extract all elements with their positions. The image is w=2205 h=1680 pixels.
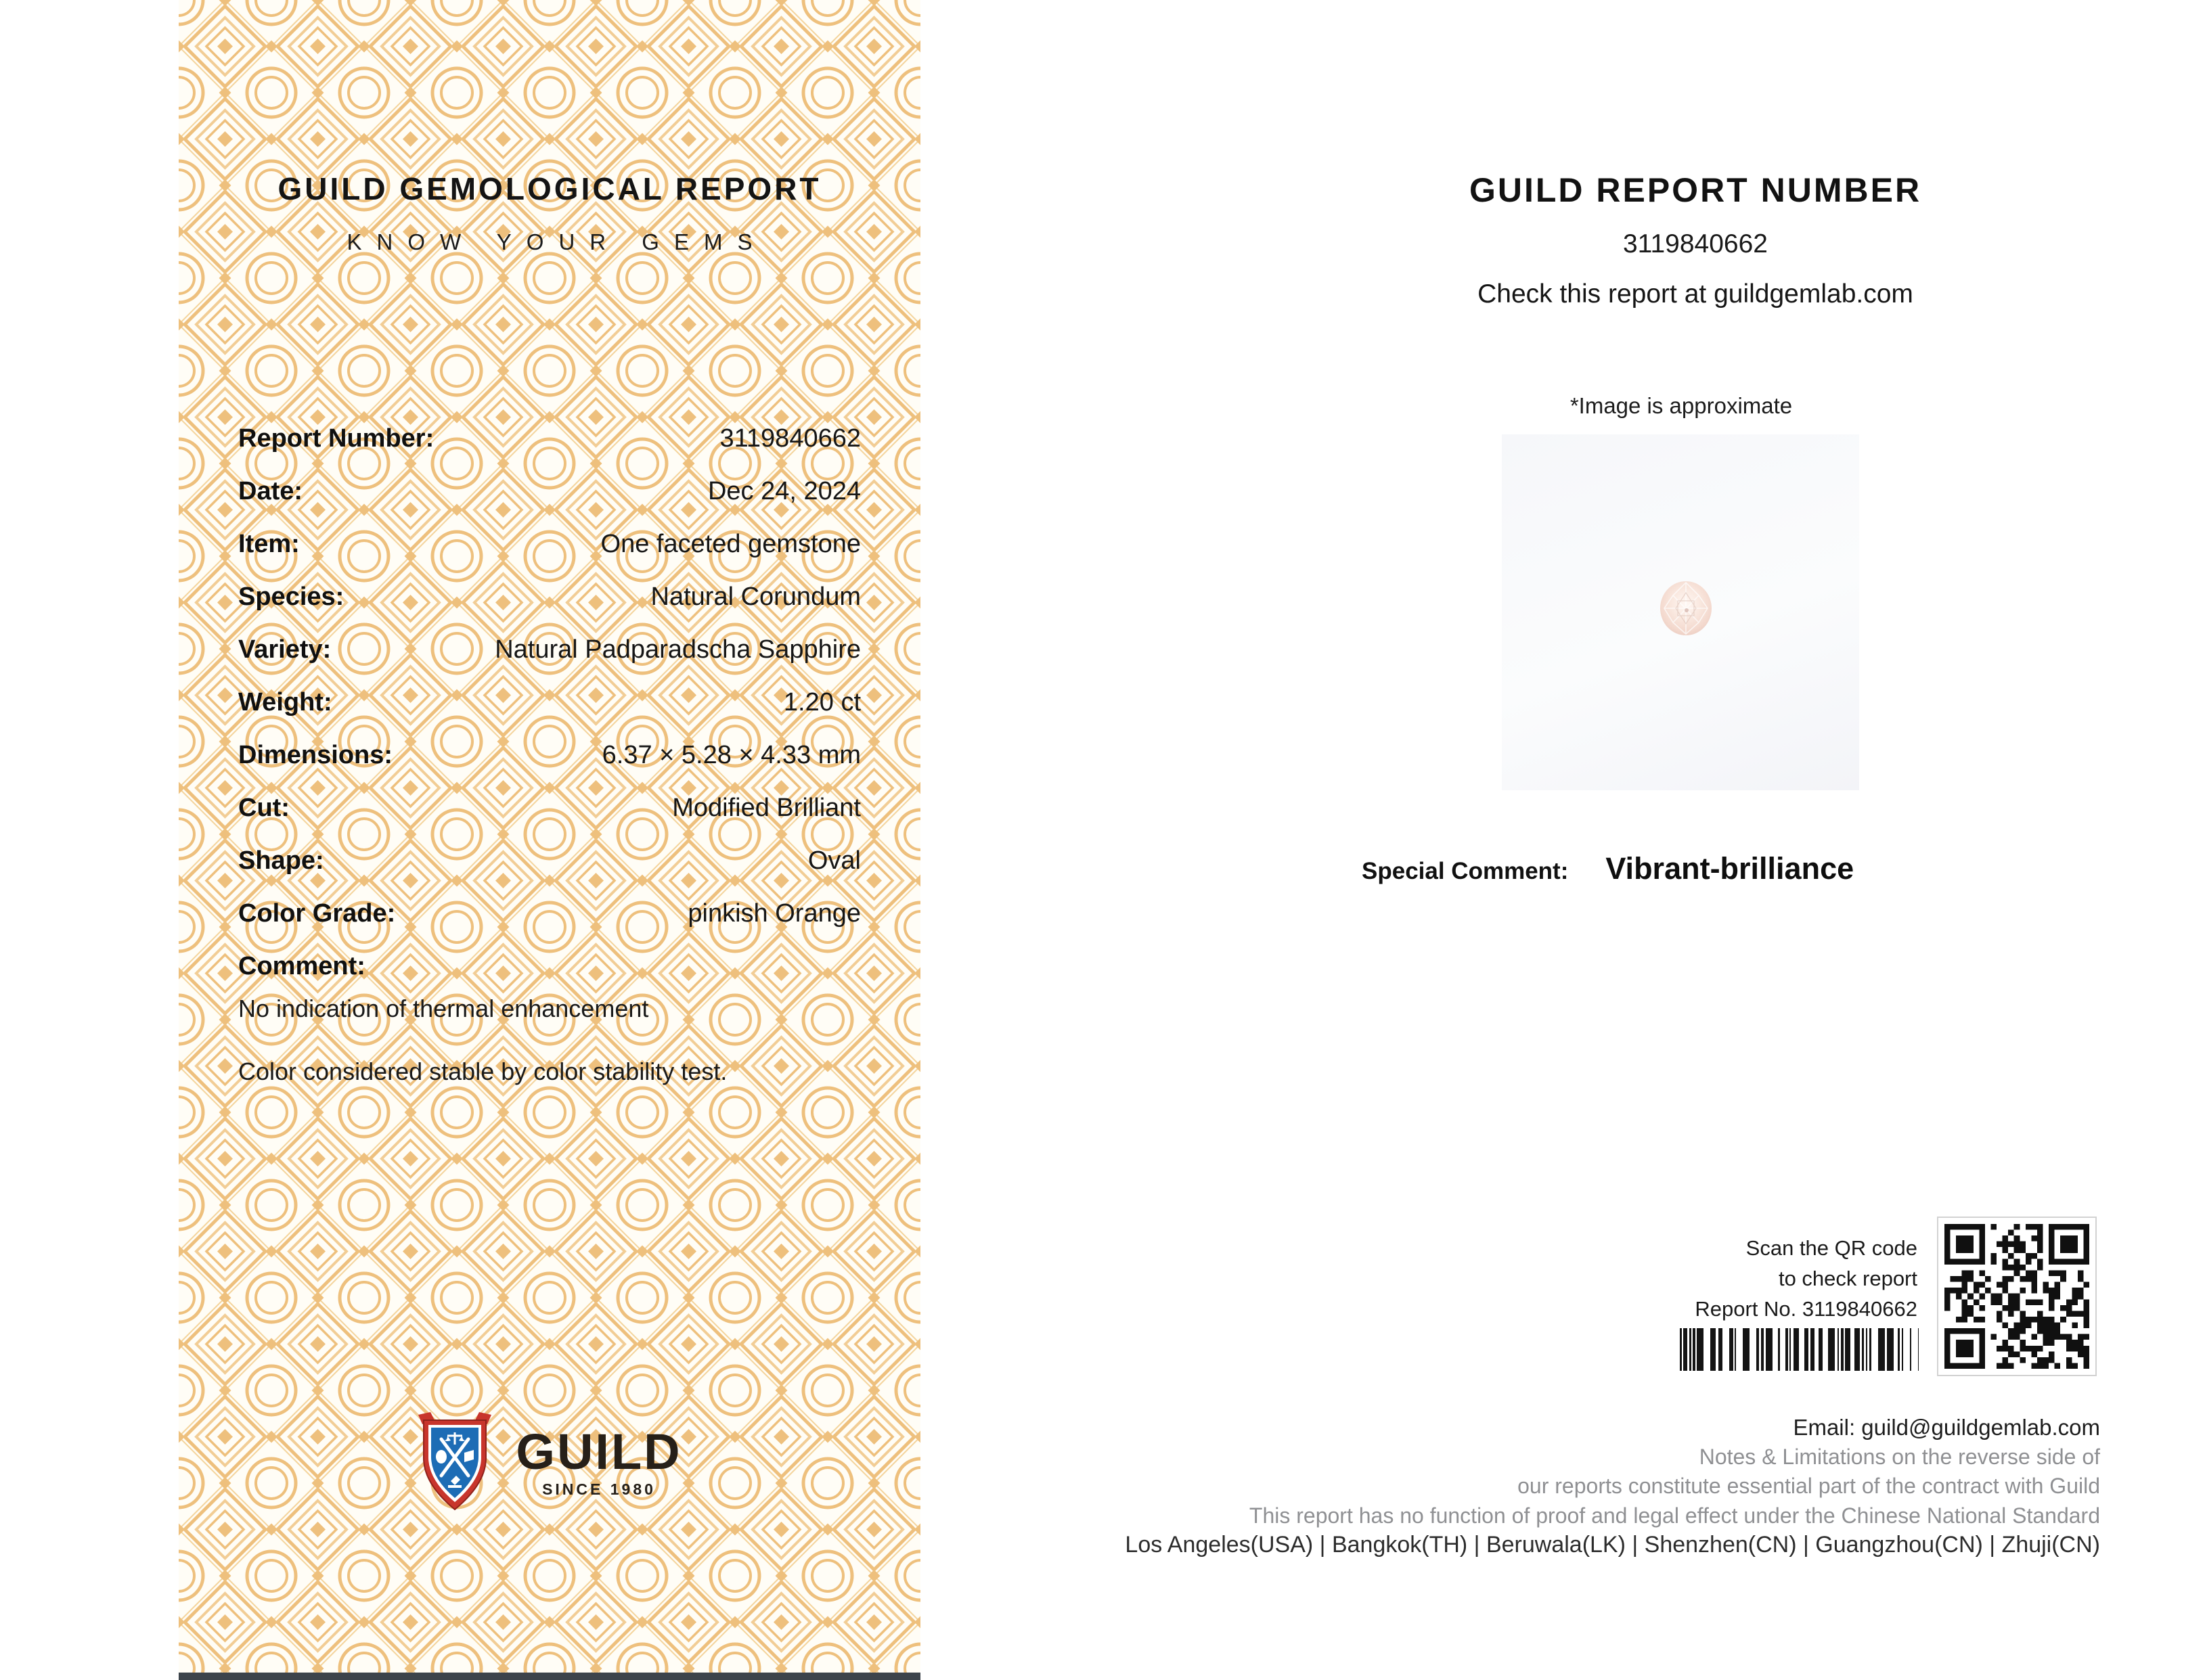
comment-line-1: No indication of thermal enhancement [238, 995, 649, 1022]
footer-block [1125, 1413, 2100, 1560]
field-value: 1.20 ct [783, 687, 861, 717]
report-number-heading: GUILD REPORT NUMBER [1469, 171, 1922, 209]
field-row-shape [238, 844, 861, 877]
field-value: Natural Padparadscha Sapphire [495, 635, 861, 664]
footer-email: Email: guild@guildgemlab.com [1793, 1415, 2100, 1440]
field-label: Shape: [238, 846, 324, 875]
field-label: Date: [238, 476, 303, 505]
comment-line-2: Color considered stable by color stability test. [238, 1058, 728, 1085]
field-row-species [238, 581, 861, 613]
certificate-subtitle: KNOW YOUR GEMS [347, 229, 767, 254]
field-label: Comment: [238, 951, 365, 980]
field-label: Report Number: [238, 424, 435, 453]
qr-caption-line-2: to check report [1778, 1267, 1917, 1290]
special-comment-label: Special Comment: [1362, 858, 1569, 884]
field-row-comment [238, 950, 861, 982]
special-comment-value: Vibrant-brilliance [1605, 851, 1854, 886]
field-row-dimensions [238, 739, 861, 771]
field-row-report-number [238, 422, 861, 455]
field-row-item [238, 528, 861, 560]
field-label: Dimensions: [238, 740, 393, 769]
field-row-variety [238, 633, 861, 666]
field-value: pinkish Orange [688, 899, 861, 928]
guild-logo-text [516, 1423, 682, 1499]
field-row-cut [238, 792, 861, 824]
field-label: Color Grade: [238, 899, 396, 928]
field-value: Modified Brilliant [672, 793, 861, 822]
guild-tagline: SINCE 1980 [542, 1480, 656, 1498]
gem-photo-box [1502, 434, 1859, 790]
field-row-date [238, 475, 861, 507]
footer-locations: Los Angeles(USA) | Bangkok(TH) | Beruwala(LK) | Shenzhen(CN) | Guangzhou(CN) | Zhuji(CN) [1125, 1532, 2100, 1558]
guild-shield-icon [417, 1411, 493, 1514]
guild-logo [179, 1411, 920, 1514]
certificate-content [179, 0, 920, 1680]
qr-caption [1695, 1233, 1917, 1324]
footer-note-3: This report has no function of proof and legal effect under the Chinese National Standard [1249, 1503, 2100, 1528]
qr-caption-line-1: Scan the QR code [1745, 1236, 1917, 1260]
barcode [1680, 1328, 1919, 1371]
field-label: Cut: [238, 793, 290, 822]
special-comment-row [1362, 851, 1854, 886]
footer-note-1: Notes & Limitations on the reverse side of [1699, 1444, 2100, 1469]
qr-caption-line-3: Report No. 3119840662 [1695, 1297, 1917, 1321]
check-report-line: Check this report at guildgemlab.com [1477, 279, 1913, 309]
field-value: One faceted gemstone [600, 529, 861, 558]
field-value: Natural Corundum [650, 582, 861, 611]
certificate-left-panel [179, 0, 920, 1680]
panel-bottom-bar [179, 1673, 920, 1680]
field-value: 3119840662 [719, 424, 861, 453]
gem-image [1660, 581, 1712, 636]
field-row-color-grade [238, 897, 861, 930]
footer-note-2: our reports constitute essential part of the contract with Guild [1517, 1474, 2100, 1498]
guild-wordmark: GUILD [516, 1423, 682, 1480]
field-label: Variety: [238, 635, 332, 664]
field-label: Weight: [238, 687, 332, 717]
field-row-weight [238, 686, 861, 719]
certificate-title: GUILD GEMOLOGICAL REPORT [277, 171, 822, 206]
field-value: Dec 24, 2024 [707, 476, 861, 505]
field-label: Item: [238, 529, 300, 558]
field-value: 6.37 × 5.28 × 4.33 mm [602, 740, 861, 769]
field-label: Species: [238, 582, 344, 611]
image-approximate-note: *Image is approximate [1569, 393, 1793, 418]
qr-code-frame [1937, 1217, 2097, 1376]
field-value: Oval [807, 846, 861, 875]
qr-code [1944, 1224, 2089, 1369]
report-number-value: 3119840662 [1622, 229, 1768, 258]
